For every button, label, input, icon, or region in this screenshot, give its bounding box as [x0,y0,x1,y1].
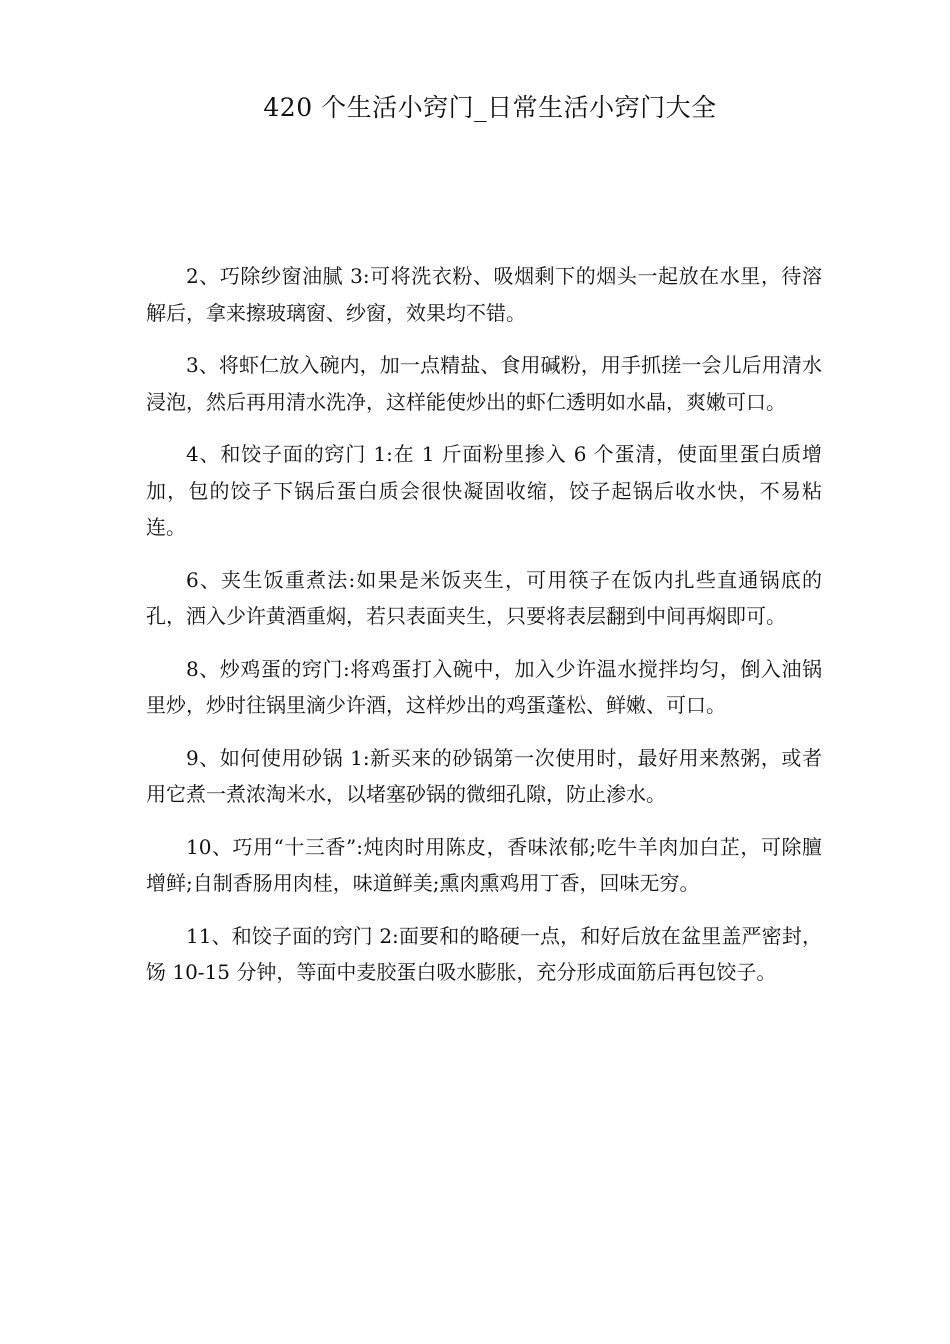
paragraph-tip-3: 3、将虾仁放入碗内，加一点精盐、食用碱粉，用手抓搓一会儿后用清水浸泡，然后再用清水洗净，这样能使炒出的虾仁透明如水晶，爽嫩可口。 [146,353,822,414]
paragraph-tip-8: 8、炒鸡蛋的窍门:将鸡蛋打入碗中，加入少许温水搅拌均匀，倒入油锅里炒，炒时往锅里滴少许酒，这样炒出的鸡蛋蓬松、鲜嫩、可口。 [146,656,822,717]
paragraph-tip-9: 9、如何使用砂锅 1:新买来的砂锅第一次使用时，最好用来熬粥，或者用它煮一煮浓淘米水，以堵塞砂锅的微细孔隙，防止渗水。 [146,745,822,806]
paragraph-tip-10: 10、巧用“十三香”:炖肉时用陈皮，香味浓郁;吃牛羊肉加白芷，可除膻增鲜;自制香肠用肉桂，味道鲜美;熏肉熏鸡用丁香，回味无穷。 [146,834,822,895]
paragraph-tip-2: 2、巧除纱窗油腻 3:可将洗衣粉、吸烟剩下的烟头一起放在水里，待溶解后，拿来擦玻璃窗、纱窗，效果均不错。 [146,264,822,325]
document-title: 420 个生活小窍门_日常生活小窍门大全 [263,93,717,122]
document-body [146,258,822,1007]
paragraph-tip-11: 11、和饺子面的窍门 2:面要和的略硬一点，和好后放在盆里盖严密封，饧 10-15 分钟，等面中麦胶蛋白吸水膨胀，充分形成面筋后再包饺子。 [146,923,822,984]
paragraph-tip-6: 6、夹生饭重煮法:如果是米饭夹生，可用筷子在饭内扎些直通锅底的孔，洒入少许黄酒重焖，若只表面夹生，只要将表层翻到中间再焖即可。 [146,567,822,628]
paragraph-tip-4: 4、和饺子面的窍门 1:在 1 斤面粉里掺入 6 个蛋清，使面里蛋白质增加，包的饺子下锅后蛋白质会很快凝固收缩，饺子起锅后收水快，不易粘连。 [146,442,822,539]
